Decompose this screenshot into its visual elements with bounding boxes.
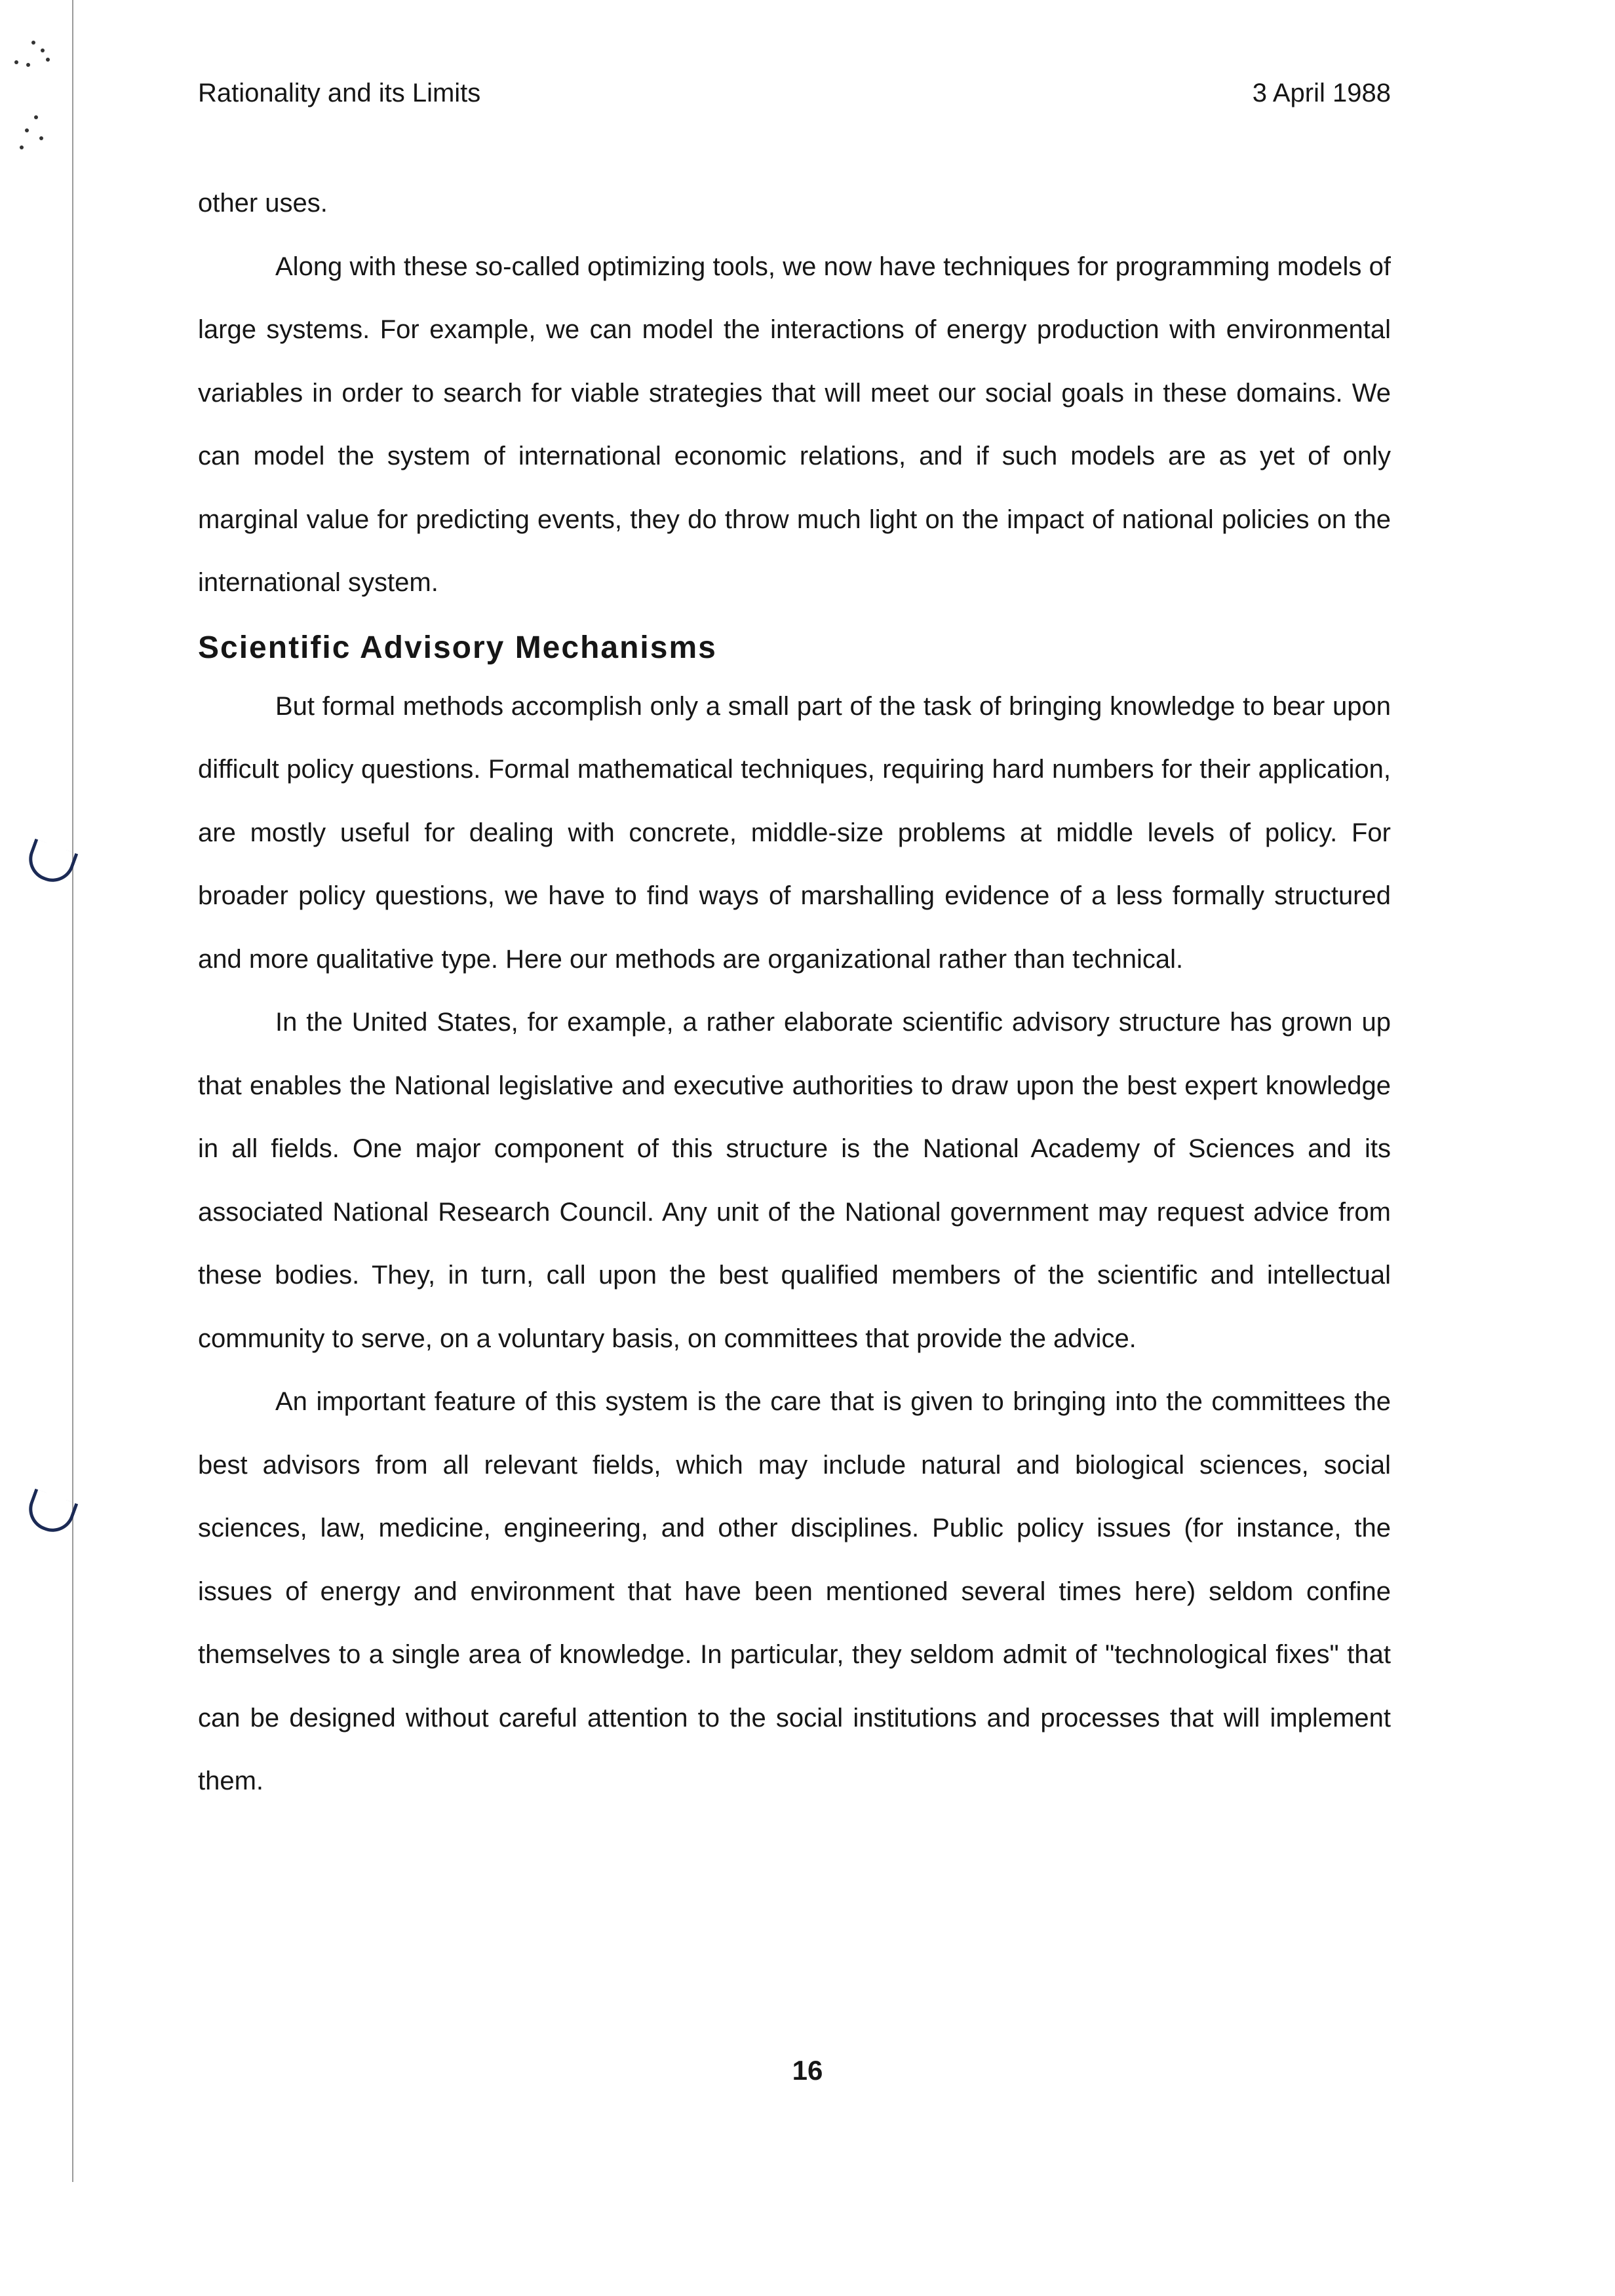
punch-hole-mark — [23, 1489, 79, 1539]
scan-speck — [20, 145, 24, 149]
paragraph-formal-methods: But formal methods accomplish only a small part of the task of bringing knowledge to bear upon difficult policy questions. Formal mathematical techniques, requiring hard numbers for their application, are mostly useful for dealing with concrete, middle-size problems at middle levels of policy. For broader policy questions, we have to find ways of marshalling evidence of a less formally structured and more qualitative type. Here our methods are organizational rather than technical. — [198, 691, 1391, 974]
scan-speck — [26, 63, 30, 67]
scan-speck — [14, 60, 18, 64]
header-title: Rationality and its Limits — [198, 79, 481, 107]
scan-speck — [31, 41, 35, 45]
binding-margin-line — [72, 0, 73, 2182]
scan-speck — [41, 48, 45, 52]
paragraph-united-states: In the United States, for example, a rather elaborate scientific advisory structure has grown up that enables the National legislative and executive authorities to draw upon the best expert knowledge in all fields. One major component of this structure is the National Academy of Sciences and its associated National Research Council. Any unit of the National government may request advice from these bodies. They, in turn, call upon the best qualified members of the scientific and intellectual community to serve, on a voluntary basis, on committees that provide the advice. — [198, 1008, 1391, 1353]
header-date: 3 April 1988 — [1252, 79, 1391, 107]
body-text — [198, 172, 1391, 1813]
section-heading: Scientific Advisory Mechanisms — [198, 630, 717, 665]
punch-hole-mark — [23, 839, 79, 889]
scan-speck — [34, 115, 38, 119]
paragraph-continuation: other uses. — [198, 189, 328, 218]
scan-speck — [39, 136, 43, 140]
paragraph-important-feature: An important feature of this system is the care that is given to bringing into the committees the best advisors from all relevant fields, which may include natural and biological sciences, social sciences, law, medicine, engineering, and other disciplines. Public policy issues (for instance, the issues of energy and environment that have been mentioned several times here) seldom confine themselves to a single area of knowledge. In particular, they seldom admit of "technological fixes" that can be designed without careful attention to the social institutions and processes that will implement them. — [198, 1387, 1391, 1795]
page-header — [198, 73, 1391, 113]
scan-speck — [46, 58, 50, 62]
scan-speck — [25, 128, 29, 132]
paragraph-optimizing-tools: Along with these so-called optimizing tools, we now have techniques for programming models of large systems. For example, we can model the interactions of energy production with environmental variables in order to search for viable strategies that will meet our social goals in these domains. We can model the system of international economic relations, and if such models are as yet of only marginal value for predicting events, they do throw much light on the impact of national policies on the international system. — [198, 252, 1391, 597]
page-number: 16 — [792, 2055, 823, 2086]
